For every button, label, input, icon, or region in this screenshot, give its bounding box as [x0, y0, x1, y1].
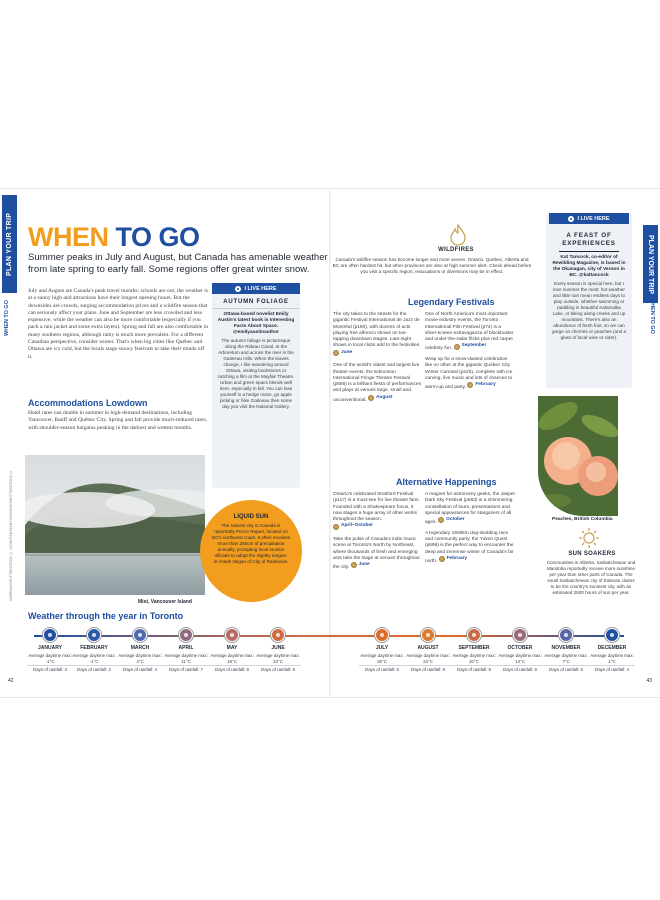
calendar-icon	[467, 382, 473, 388]
event-month	[333, 523, 373, 529]
month-rain: Days of rainfall: 7	[169, 667, 203, 673]
section-label-left: WHEN TO GO	[4, 300, 10, 336]
month-name: NOVEMBER	[551, 645, 581, 651]
month-july	[356, 628, 408, 673]
calendar-icon	[351, 562, 357, 568]
title-to-go: TO GO	[108, 222, 200, 252]
month-may	[206, 628, 258, 673]
weather-title: Weather through the year in Toronto	[28, 611, 184, 621]
liquid-sun-title: LIQUID SUN	[233, 514, 269, 520]
event-text: Ontario's celebrated Stratford Festival (p117) is a must-see for live theater fans. Founded with a Shakespeare focus, it now stages a huge array of other works throughout the season.	[333, 492, 420, 523]
island-image	[25, 455, 205, 595]
month-april	[160, 628, 212, 673]
location-pin-icon	[235, 286, 241, 292]
month-label: September	[461, 343, 487, 349]
sidebar-heading: A FEAST OF EXPERIENCES	[562, 232, 616, 247]
festival-item	[333, 363, 421, 404]
location-pin-icon	[568, 216, 574, 222]
feast-of-experiences-sidebar	[546, 213, 632, 388]
month-name: MARCH	[130, 645, 150, 651]
gutter	[329, 188, 331, 698]
festival-item	[425, 357, 515, 392]
event-month	[439, 556, 468, 562]
weather-icon	[225, 628, 239, 642]
legendary-column-2	[425, 312, 515, 396]
month-rain: Days of rainfall: 9	[457, 667, 491, 673]
body-text: July and August are Canada's peak travel months: schools are out, the weather is at a sunny high and attractions have their longest opening hours. But the downsides are crowds, surging accommodation prices and a wildfire season that can seriously affect your plans. June and September are less crowded and less expensive, while the weather can also be more comfortable (especially if you pack a rain jacket and some extra layers). Spring and fall are also comfortable in many southern regions, although rainy is much more prevalent. For a different Canadian perspective, consider winter. That's when big cities like Québec and Ottawa are icy cold, but the locals stage snowy festivals to take their minds off it.	[28, 288, 209, 360]
divider	[209, 665, 255, 666]
month-name: JUNE	[271, 645, 285, 651]
weather-icon	[87, 628, 101, 642]
tab-plan-your-trip-right: PLAN YOUR TRIP	[643, 225, 658, 303]
month-rain: Days of rainfall: 4	[123, 667, 157, 673]
month-name: JULY	[375, 645, 389, 651]
event-text: A legendary 1600km dog-sledding race and community party, the Yukon Quest (p696) is the perfect way to encounter the deep and immense winter of Canada's far north.	[425, 530, 514, 564]
liquid-sun-callout	[200, 500, 302, 602]
month-temp: Average daytime max: 26°C	[360, 653, 404, 664]
wildfires-heading: WILDFIRES	[438, 247, 474, 253]
misty-island-photo	[25, 455, 205, 595]
month-temp: Average daytime max: 18°C	[210, 653, 254, 664]
divider	[27, 665, 73, 666]
divider	[163, 665, 209, 666]
month-rain: Days of rainfall: 2	[77, 667, 111, 673]
event-item	[425, 492, 517, 527]
month-september	[448, 628, 500, 673]
sun-icon	[578, 527, 600, 549]
festival-item	[425, 312, 515, 353]
flame-icon	[448, 224, 468, 246]
month-october	[494, 628, 546, 673]
festival-month	[333, 350, 352, 356]
festival-month	[454, 343, 487, 349]
accommodations-heading: Accommodations Lowdown	[28, 398, 148, 408]
peaches-image	[538, 396, 618, 516]
wildfires-text: Canada's wildfire season has become longer and more severe. Ontario, Québec, Alberta and BC are often hardest hit, but other provinces are also at high summer alert. Check ahead before you visit a specific region; evacuations or diversions may be in effect.	[332, 257, 532, 274]
weather-icon	[467, 628, 481, 642]
month-name: APRIL	[178, 645, 194, 651]
divider	[255, 665, 301, 666]
month-name: JANUARY	[38, 645, 62, 651]
festival-month	[467, 382, 496, 388]
festival-item	[333, 312, 421, 359]
weather-icon	[375, 628, 389, 642]
month-december	[586, 628, 638, 673]
month-label: April–October	[341, 523, 373, 529]
i-live-here-banner	[549, 213, 629, 224]
month-temp: Average daytime max: 20°C	[452, 653, 496, 664]
i-live-here-banner	[212, 283, 300, 294]
tab-plan-your-trip-left: PLAN YOUR TRIP	[2, 195, 17, 293]
section-label-right: WHEN TO GO	[649, 298, 655, 334]
divider	[359, 665, 405, 666]
calendar-icon	[368, 395, 374, 401]
festival-text: Wrap up for a snow-dusted celebration like no other at the gigantic Québec City Winter Carnival (p226), complete with ice carving, live music and lots of chances to warm-up and party.	[425, 356, 513, 391]
festival-text: One of North America's most important movie-industry events, the Toronto International Film Festival (p74) is a silver-screen extravaganza of blockbuster and under-the-radar flicks plus red carpet celebrity fun.	[425, 312, 514, 352]
alternative-column-2	[425, 492, 517, 569]
month-label: June	[341, 349, 353, 355]
month-february	[68, 628, 120, 673]
autumn-foliage-sidebar	[212, 283, 300, 488]
divider	[589, 665, 635, 666]
calendar-icon	[454, 344, 460, 350]
event-item	[333, 537, 423, 572]
month-name: SEPTEMBER	[458, 645, 490, 651]
peaches-caption: Peaches, British Columbia	[552, 517, 613, 522]
liquid-sun-text: The rainiest city in Canada is reportedly Prince Rupert, located on BC's northwest coast. It often receives more than 250cm of precipitation annually, prompting local tourism officials to adopt the slightly tongue-in-cheek slogan of City of Rainbows.	[212, 523, 290, 564]
month-label: August	[375, 394, 393, 400]
month-temp: Average daytime max: -1°C	[72, 653, 116, 664]
month-rain: Days of rainfall: 9	[261, 667, 295, 673]
weather-icon	[559, 628, 573, 642]
month-temp: Average daytime max: 11°C	[164, 653, 208, 664]
month-rain: Days of rainfall: 6	[549, 667, 583, 673]
month-temp: Average daytime max: 13°C	[498, 653, 542, 664]
accommodations-text: Hotel rates can double in summer in high-demand destinations, including Vancouver, Banff and Québec City. Spring and fall provide much-reduced rates, with shoulder-season bargains peaking in the darkest and wettest months.	[28, 410, 208, 431]
month-name: OCTOBER	[507, 645, 533, 651]
month-name: AUGUST	[417, 645, 439, 651]
month-temp: Average daytime max: 23°C	[256, 653, 300, 664]
divider	[71, 665, 117, 666]
festival-text: The city takes to the streets for the gigantic Festival International de Jazz de Montréal (p190), with dozens of acts playing free alfresco shows on toe-tapping downtown stages. Late-night shows in local clubs add to the festivities.	[333, 312, 421, 349]
event-item	[425, 531, 517, 566]
event-text: Take the pulse of Canada's indie music scene at Toronto's North by Northeast, where thousands of fresh and emerging acts take the stage at venues throughout the city.	[333, 536, 420, 571]
weather-icon	[271, 628, 285, 642]
page-title	[28, 222, 200, 253]
weather-months	[0, 628, 660, 698]
month-name: DECEMBER	[597, 645, 627, 651]
month-temp: Average daytime max: 4°C	[118, 653, 162, 664]
divider	[117, 665, 163, 666]
month-temp: Average daytime max: 7°C	[544, 653, 588, 664]
calendar-icon	[439, 556, 445, 562]
weather-icon	[421, 628, 435, 642]
month-label: February	[446, 555, 468, 561]
divider	[451, 665, 497, 666]
month-label: February	[475, 382, 496, 388]
divider	[405, 665, 451, 666]
month-name: FEBRUARY	[80, 645, 108, 651]
alternative-column-1	[333, 492, 423, 576]
month-temp: Average daytime max: -1°C	[28, 653, 72, 664]
sidebar-text: The autumn foliage is picturesque along the Rideau Canal, at the Arboretum and across the river in the Gatineau Hills. When the leaves change, I like wandering around Ottawa, visiting bookstores or catching a film at the Mayfair Theatre. Urban and green space blends well here, especially in fall. You can lose yourself in a hedge maze, go apple picking or hike Gatineau then some day you visit the National Gallery.	[217, 338, 295, 409]
month-name: MAY	[226, 645, 238, 651]
festival-text: One of the world's oldest and largest live theater events, the Edmonton International Fringe Theatre Festival (p586) is a brilliant fiesta of performances and plays at venues large, small and unconventional.	[333, 363, 421, 403]
sidebar-text: Every season is special here, but I love summer the most: hot weather and little rain mean endless days to play outside, whether swimming or paddling in beautiful Kalamalka Lake, or biking along creeks and up mountains. There's also an abundance of fresh fruit, so we can gorge on cherries or peaches (and a glass of local wine or cider).	[551, 281, 627, 340]
weather-icon	[133, 628, 147, 642]
sun-soakers-text: Communities in Alberta, Saskatchewan and Manitoba reportedly receive more sunshine per year than other parts of Canada. The small Saskatchewan city of Estevan claims to be the country's sunniest city, with an estimated 2500 hours of sun per year.	[546, 560, 636, 595]
month-rain: Days of rainfall: 6	[365, 667, 399, 673]
weather-icon	[43, 628, 57, 642]
month-temp: Average daytime max: 1°C	[590, 653, 634, 664]
event-text: A magnet for astronomy geeks, the Jasper Dark Sky Festival (p583) is a shimmering constellation of tours, presentations and special appearances for stargazers of all ages.	[425, 492, 516, 526]
peaches-photo	[538, 396, 618, 516]
event-month	[351, 562, 370, 568]
month-rain: Days of rainfall: 3	[33, 667, 67, 673]
divider	[543, 665, 589, 666]
page-number-left: 42	[8, 678, 14, 684]
month-rain: Days of rainfall: 8	[215, 667, 249, 673]
page-number-right: 43	[646, 678, 652, 684]
live-label: I LIVE HERE	[244, 285, 277, 292]
calendar-icon	[333, 524, 339, 530]
legendary-column-1	[333, 312, 421, 408]
month-rain: Days of rainfall: 9	[503, 667, 537, 673]
weather-icon	[179, 628, 193, 642]
divider	[559, 251, 619, 252]
calendar-icon	[438, 517, 444, 523]
divider	[497, 665, 543, 666]
event-item	[333, 492, 423, 533]
festival-month	[368, 395, 393, 401]
live-label: I LIVE HERE	[577, 215, 610, 222]
legendary-festivals-heading: Legendary Festivals	[408, 297, 495, 307]
title-when: WHEN	[28, 222, 109, 252]
weather-icon	[513, 628, 527, 642]
photo-credit: SABRINA/SHUTTERSTOCK © | KONSTANTIN/BYSHCHOW/SHUTTERSTOCK ©	[9, 470, 13, 602]
sidebar-byline: Kat Tancock, co-editor of Rewilding Magazine, is based in the Okanagan, city of Vernon in BC. @kattancock	[552, 255, 626, 278]
sidebar-byline: Ottawa-based novelist Emily Austin's latest book is Interesting Facts About Space. @emilyaustinauthor	[217, 312, 295, 335]
sun-soakers-heading: SUN SOAKERS	[568, 551, 616, 557]
month-temp: Average daytime max: 24°C	[406, 653, 450, 664]
photo-caption: Mist, Vancouver Island	[138, 599, 192, 605]
event-month	[438, 517, 464, 523]
intro-text: Summer peaks in July and August, but Canada has amenable weather from late spring to early fall. Some regions offer great winter snow.	[28, 252, 328, 275]
month-label: June	[358, 562, 370, 568]
calendar-icon	[333, 350, 339, 356]
month-november	[540, 628, 592, 673]
weather-icon	[605, 628, 619, 642]
month-rain: Days of rainfall: 8	[411, 667, 445, 673]
sidebar-heading: AUTUMN FOLIAGE	[212, 299, 300, 309]
month-june	[252, 628, 304, 673]
month-august	[402, 628, 454, 673]
alternative-happenings-heading: Alternative Happenings	[396, 477, 497, 487]
month-label: October	[446, 517, 465, 523]
month-march	[114, 628, 166, 673]
month-rain: Days of rainfall: 4	[595, 667, 629, 673]
